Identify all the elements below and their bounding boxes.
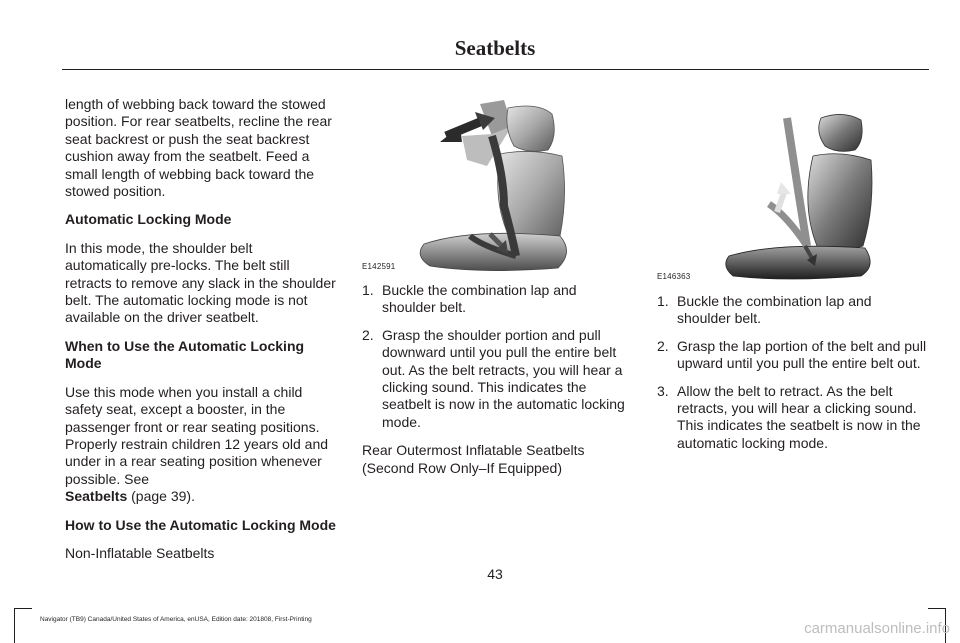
section-heading: When to Use the Automatic Locking Mode [65, 337, 305, 372]
step-text: Buckle the combination lap and shoulder belt. [677, 293, 872, 327]
column-3 [657, 293, 929, 463]
section-heading: How to Use the Automatic Locking Mode [65, 516, 336, 533]
footer-edition-info: Navigator (TB9) Canada/United States of America, enUSA, Edition date: 201808, First-Printing [40, 616, 312, 623]
list-item [362, 282, 634, 317]
step-list [362, 282, 634, 431]
paragraph-text: Use this mode when you install a child safety seat, except a booster, in the passenger front or rear seating positions. Properly restrain children 12 years old and under in a rear seating position whenever possible. See [65, 383, 329, 487]
step-number: 3. [657, 382, 669, 399]
step-list [657, 293, 929, 452]
paragraph [65, 384, 338, 506]
watermark: carmanualsonline.info [804, 620, 950, 637]
page-title: Seatbelts [454, 36, 536, 60]
list-item [362, 327, 634, 431]
column-1 [65, 96, 338, 573]
figure-lap-belt [657, 96, 929, 286]
page-number: 43 [487, 566, 503, 582]
page-reference: (page 39). [127, 488, 195, 505]
header-divider [62, 69, 929, 70]
figure-code: E146363 [657, 272, 691, 281]
step-number: 1. [362, 282, 374, 298]
step-text: Allow the belt to retract. As the belt retracts, you will hear a clicking sound. This indicates the seatbelt is now in the automatic locking mode. [677, 382, 921, 451]
list-item [657, 383, 929, 453]
figure-shoulder-belt [362, 96, 634, 276]
figure-code: E142591 [362, 262, 396, 271]
crop-mark [14, 608, 15, 643]
step-number: 2. [362, 326, 374, 343]
list-item [657, 338, 929, 373]
crop-mark [928, 608, 946, 609]
step-text: Buckle the combination lap and shoulder belt. [382, 282, 577, 316]
cross-reference-link[interactable]: Seatbelts [65, 488, 128, 505]
step-number: 1. [657, 293, 669, 309]
paragraph: In this mode, the shoulder belt automatically pre-locks. The belt still retracts to remove any slack in the shoulder belt. The automatic locking mode is not available on the driver seatbelt. [65, 239, 336, 326]
subheading: Rear Outermost Inflatable Seatbelts (Second Row Only–If Equipped) [362, 442, 585, 476]
list-item [657, 293, 929, 328]
paragraph: length of webbing back toward the stowed position. For rear seatbelts, recline the rear seat backrest or push the seat backrest cushion away from the seatbelt. Feed a small length of webbing back toward the stowed position. [65, 96, 332, 200]
seat-shoulder-belt-illustration [362, 96, 634, 276]
subheading: Non-Inflatable Seatbelts [65, 544, 215, 561]
step-text: Grasp the shoulder portion and pull downward until you pull the entire belt out. As the belt retracts, you will hear a clicking sound. This indicates the seatbelt is now in the automatic locking mode. [382, 326, 625, 430]
step-number: 2. [657, 337, 669, 354]
section-heading: Automatic Locking Mode [65, 211, 232, 228]
step-text: Grasp the lap portion of the belt and pull upward until you pull the entire belt out. [677, 337, 927, 372]
column-2 [362, 282, 634, 488]
seat-lap-belt-illustration [657, 96, 929, 286]
crop-mark [14, 608, 32, 609]
